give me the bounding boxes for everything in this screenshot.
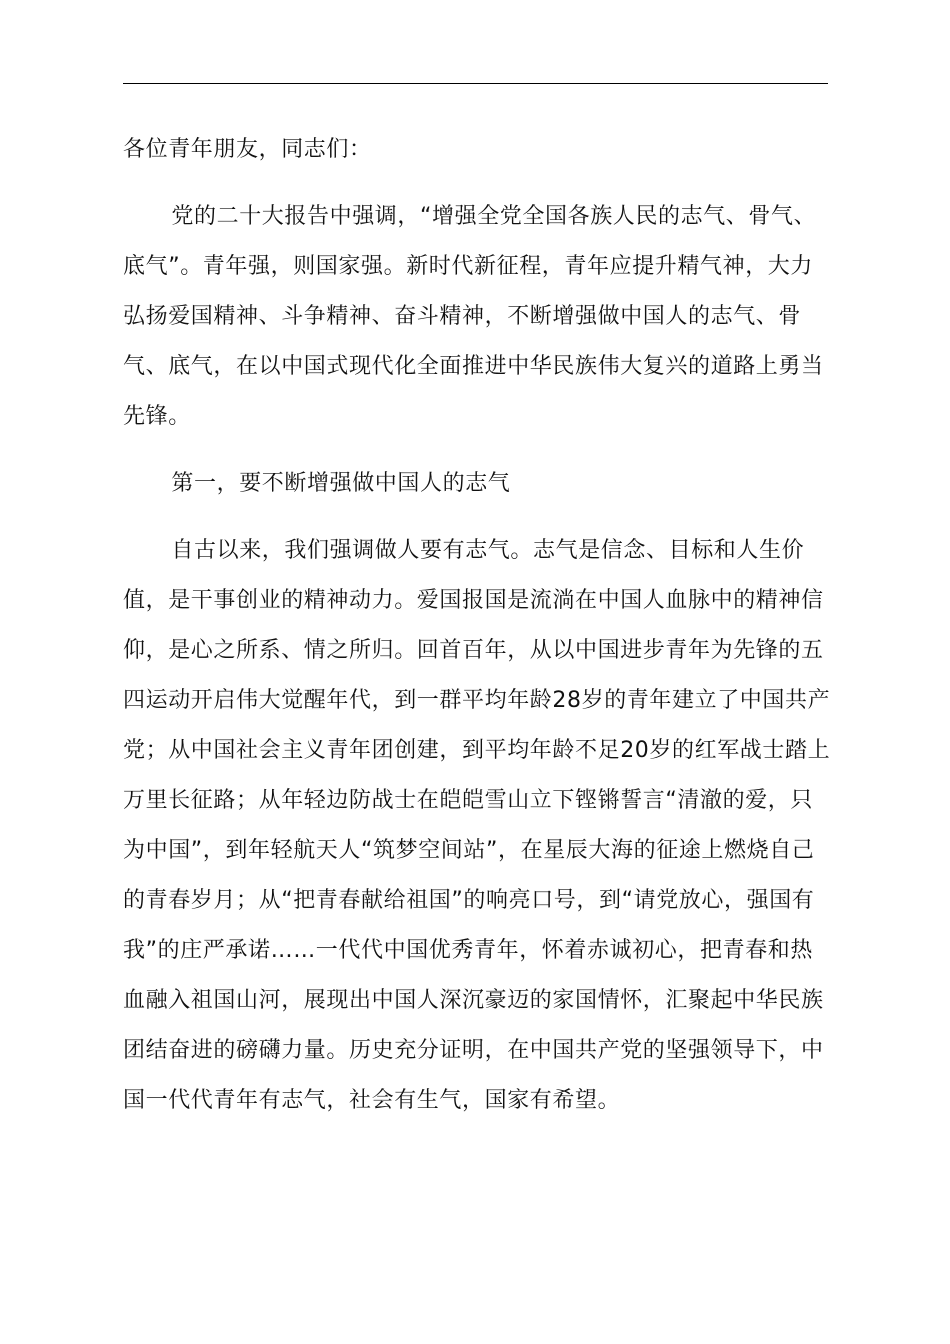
section-heading-first: 第一，要不断增强做中国人的志气: [171, 471, 511, 496]
greeting-line: 各位青年朋友，同志们：: [123, 137, 372, 162]
header-rule: [123, 83, 828, 84]
document-body: [123, 125, 831, 1143]
paragraph-intro: 党的二十大报告中强调，“增强全党全国各族人民的志气、骨气、底气”。青年强，则国家强。新时代新征程，青年应提升精气神，大力弘扬爱国精神、斗争精神、奋斗精神，不断增强做中国人的志气、骨气、底气，在以中国式现代化全面推进中华民族伟大复兴的道路上勇当先锋。: [123, 204, 824, 429]
paragraph-aspiration: 自古以来，我们强调做人要有志气。志气是信念、目标和人生价值，是干事创业的精神动力。爱国报国是流淌在中国人血脉中的精神信仰，是心之所系、情之所归。回首百年，从以中国进步青年为先锋的五四运动开启伟大觉醒年代，到一群平均年龄28岁的青年建立了中国共产党；从中国社会主义青年团创建，到平均年龄不足20岁的红军战士踏上万里长征路；从年轻边防战士在皑皑雪山立下铿锵誓言“清澈的爱，只为中国”，到年轻航天人“筑梦空间站”，在星辰大海的征途上燃烧自己的青春岁月；从“把青春献给祖国”的响亮口号，到“请党放心，强国有我”的庄严承诺……一代代中国优秀青年，怀着赤诚初心，把青春和热血融入祖国山河，展现出中国人深沉豪迈的家国情怀，汇聚起中华民族团结奋进的磅礴力量。历史充分证明，在中国共产党的坚强领导下，中国一代代青年有志气，社会有生气，国家有希望。: [123, 538, 831, 1113]
